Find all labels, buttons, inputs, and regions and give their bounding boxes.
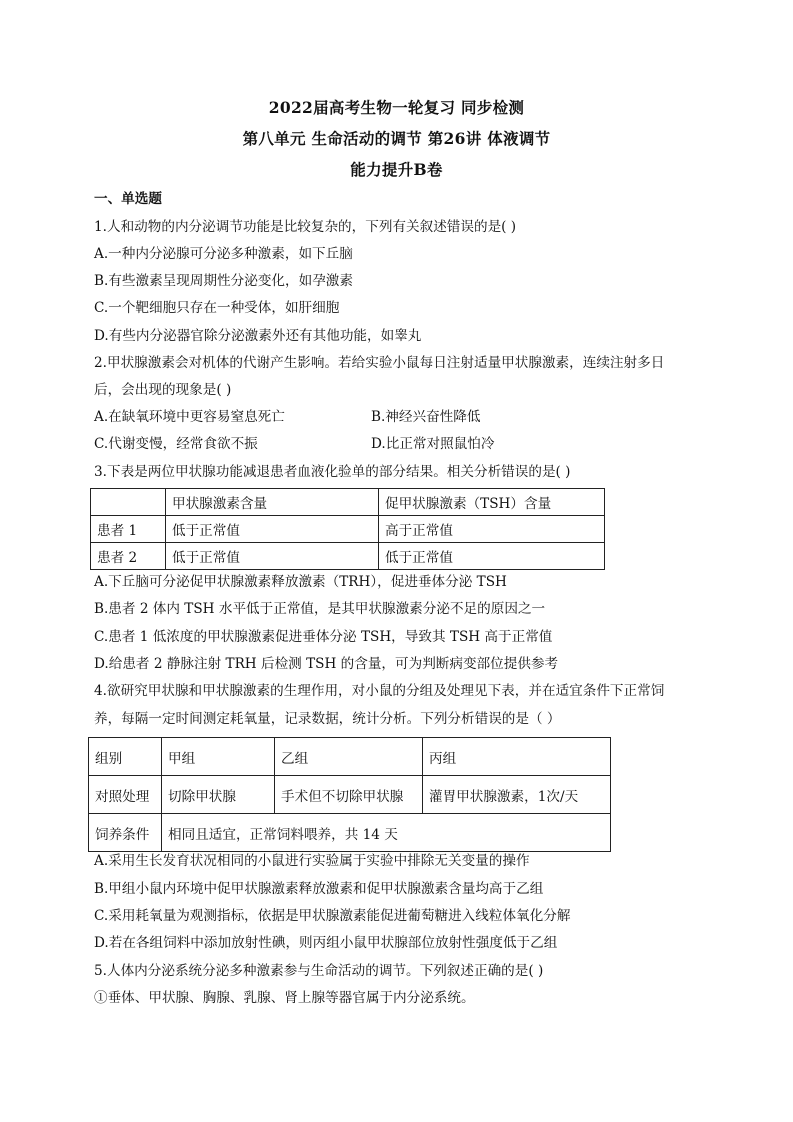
q5-stem: 5.人体内分泌系统分泌多种激素参与生命活动的调节。下列叙述正确的是( ) — [94, 963, 544, 979]
q2-stem-line1: 2.甲状腺激素会对机体的代谢产生影响。若给实验小鼠每日注射适量甲状腺激素，连续注射多日 — [94, 355, 665, 371]
q4-option-b: B.甲组小鼠内环境中促甲状腺激素释放激素和促甲状腺激素含量均高于乙组 — [94, 881, 544, 897]
q5-statement-1: ①垂体、甲状腺、胸腺、乳腺、肾上腺等器官属于内分泌系统。 — [94, 990, 475, 1006]
table-cell: 甲组 — [162, 738, 275, 776]
q1-option-a: A.一种内分泌腺可分泌多种激素，如下丘脑 — [94, 246, 353, 262]
doc-subtitle: 第八单元 生命活动的调节 第26讲 体液调节 — [242, 129, 551, 148]
q4-stem-line1: 4.欲研究甲状腺和甲状腺激素的生理作用，对小鼠的分组及处理见下表，并在适宜条件下正常饲 — [94, 683, 665, 699]
q1-option-d: D.有些内分泌器官除分泌激素外还有其他功能，如睾丸 — [94, 328, 422, 344]
q1-option-b: B.有些激素呈现周期性分泌变化，如孕激素 — [94, 273, 353, 289]
table-cell: 灌胃甲状腺激素，1次/天 — [423, 776, 611, 814]
table-row — [91, 543, 605, 570]
table-cell: 相同且适宜，正常饲料喂养，共 14 天 — [162, 814, 611, 852]
q4-option-a: A.采用生长发育状况相同的小鼠进行实验属于实验中排除无关变量的操作 — [94, 853, 530, 869]
table-cell: 对照处理 — [89, 776, 162, 814]
table-cell: 乙组 — [275, 738, 423, 776]
q2-option-a: A.在缺氧环境中更容易窒息死亡 — [94, 409, 285, 425]
q3-option-b: B.患者 2 体内 TSH 水平低于正常值，是其甲状腺激素分泌不足的原因之一 — [94, 601, 546, 617]
q3-stem: 3.下表是两位甲状腺功能减退患者血液化验单的部分结果。相关分析错误的是( ) — [94, 464, 571, 480]
table-cell: 低于正常值 — [166, 516, 379, 543]
table-cell: 甲状腺激素含量 — [166, 489, 379, 516]
q4-option-c: C.采用耗氧量为观测指标，依据是甲状腺激素能促进葡萄糖进入线粒体氧化分解 — [94, 908, 571, 924]
q2-option-b: B.神经兴奋性降低 — [371, 409, 481, 425]
doc-level: 能力提升B卷 — [350, 160, 443, 179]
table-cell: 高于正常值 — [379, 516, 605, 543]
q2-stem-line2: 后，会出现的现象是( ) — [94, 382, 232, 398]
q4-table — [88, 737, 611, 852]
q4-stem-line2: 养，每隔一定时间测定耗氧量，记录数据，统计分析。下列分析错误的是（ ） — [94, 711, 561, 727]
table-cell: 低于正常值 — [166, 543, 379, 570]
table-cell: 组别 — [89, 738, 162, 776]
table-cell — [91, 489, 166, 516]
table-cell: 低于正常值 — [379, 543, 605, 570]
table-row — [89, 738, 611, 776]
q3-option-c: C.患者 1 低浓度的甲状腺激素促进垂体分泌 TSH，导致其 TSH 高于正常值 — [94, 629, 553, 645]
q2-option-d: D.比正常对照鼠怕冷 — [371, 436, 495, 452]
q1-stem: 1.人和动物的内分泌调节功能是比较复杂的，下列有关叙述错误的是( ) — [94, 219, 517, 235]
q3-option-d: D.给患者 2 静脉注射 TRH 后检测 TSH 的含量，可为判断病变部位提供参考 — [94, 656, 559, 672]
table-row — [91, 489, 605, 516]
q2-option-c: C.代谢变慢，经常食欲不振 — [94, 436, 258, 452]
table-cell: 丙组 — [423, 738, 611, 776]
table-row — [89, 776, 611, 814]
section-heading: 一、单选题 — [94, 191, 162, 207]
table-cell: 切除甲状腺 — [162, 776, 275, 814]
table-cell: 患者 2 — [91, 543, 166, 570]
table-cell: 患者 1 — [91, 516, 166, 543]
q1-option-c: C.一个靶细胞只存在一种受体，如肝细胞 — [94, 300, 340, 316]
table-cell: 饲养条件 — [89, 814, 162, 852]
q3-table — [90, 488, 605, 570]
table-cell: 促甲状腺激素（TSH）含量 — [379, 489, 605, 516]
table-cell: 手术但不切除甲状腺 — [275, 776, 423, 814]
table-row — [91, 516, 605, 543]
q4-option-d: D.若在各组饲料中添加放射性碘，则丙组小鼠甲状腺部位放射性强度低于乙组 — [94, 935, 558, 951]
q3-option-a: A.下丘脑可分泌促甲状腺激素释放激素（TRH），促进垂体分泌 TSH — [94, 574, 507, 590]
table-row — [89, 814, 611, 852]
doc-title: 2022届高考生物一轮复习 同步检测 — [268, 98, 525, 117]
